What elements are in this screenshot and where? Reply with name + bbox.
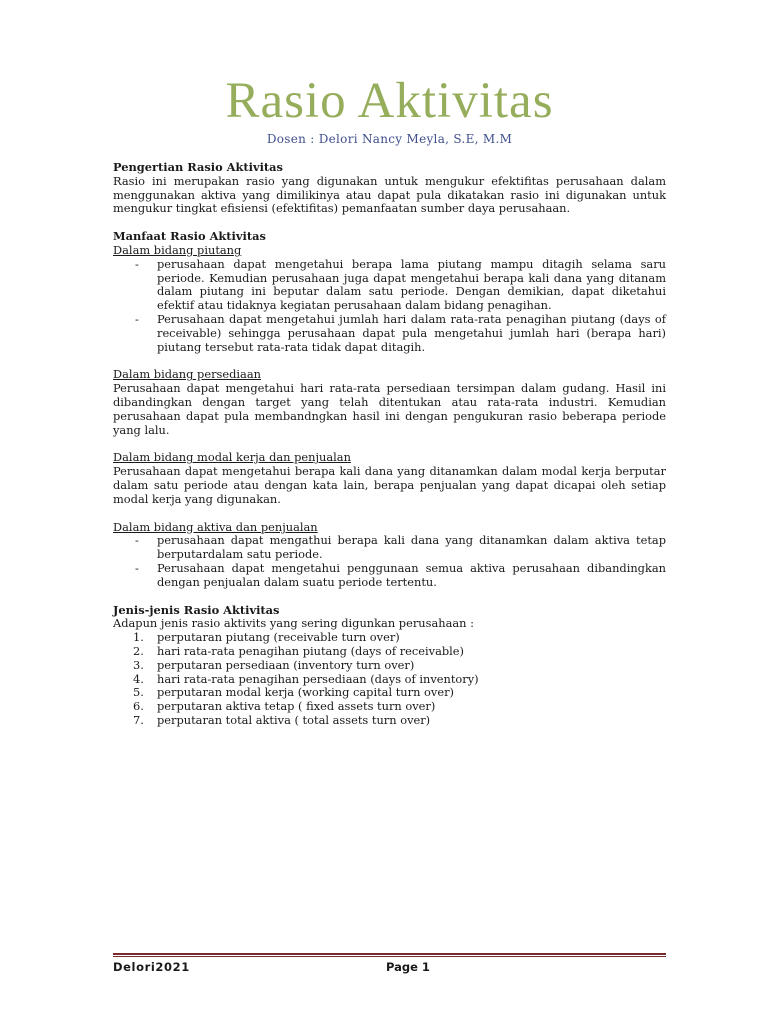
section-heading-pengertian: Pengertian Rasio Aktivitas [113, 160, 283, 174]
section-heading-manfaat: Manfaat Rasio Aktivitas [113, 229, 266, 244]
bullet-dash: - [135, 533, 139, 548]
document-body [113, 161, 666, 728]
bullet-dash: - [135, 256, 139, 271]
bullet-dash: - [135, 560, 139, 575]
list-item: 1. perputaran piutang (receivable turn over) [133, 630, 400, 645]
paragraph-modal-kerja: Perusahaan dapat mengetahui berapa kali dana yang ditanamkan dalam modal kerja berputar dalam satu periode atau dengan kata lain, berapa penjualan yang dapat dicapai oleh setiap modal kerja yang digunakan. [113, 464, 666, 506]
document-subtitle: Dosen : Delori Nancy Meyla, S.E, M.M [266, 132, 513, 146]
list-item: - perusahaan dapat mengathui berapa kali dana yang ditanamkan dalam aktiva tetap berputardalam satu periode. [135, 533, 666, 562]
document-title: Rasio Aktivitas [225, 73, 554, 129]
bullet-dash: - [135, 311, 139, 326]
list-piutang [113, 258, 666, 355]
subheading-piutang: Dalam bidang piutang [113, 242, 242, 257]
paragraph-pengertian: Rasio ini merupakan rasio yang digunakan untuk mengukur efektifitas perusahaan dalam menggunakan aktiva yang dimilikinya atau dapat pula dikatakan rasio ini digunakan untuk mengukur tingkat efisiensi (efektifitas) pemanfaatan sumber daya perusahaan. [113, 173, 666, 216]
list-item: - Perusahaan dapat mengetahui penggunaan semua aktiva perusahaan dibandingkan dengan penjualan dalam suatu periode tertentu. [135, 560, 666, 589]
list-jenis-rasio [113, 631, 666, 728]
list-item: 5. perputaran modal kerja (working capital turn over) [133, 685, 454, 700]
list-item: 3. perputaran persediaan (inventory turn over) [133, 657, 415, 672]
list-item: 6. perputaran aktiva tetap ( fixed assets turn over) [133, 699, 436, 714]
subheading-modal-kerja: Dalam bidang modal kerja dan penjualan [113, 450, 351, 465]
section-heading-jenis: Jenis-jenis Rasio Aktivitas [113, 602, 280, 617]
list-item: 7. perputaran total aktiva ( total assets turn over) [133, 712, 431, 727]
list-aktiva [113, 534, 666, 589]
subheading-aktiva: Dalam bidang aktiva dan penjualan [113, 519, 318, 534]
subheading-persediaan: Dalam bidang persediaan [113, 367, 261, 382]
paragraph-persediaan: Perusahaan dapat mengetahui hari rata-rata persediaan tersimpan dalam gudang. Hasil ini dibandingkan dengan target yang telah ditentukan atau rata-rata industri. Kemudian perusahaan dapat pula membandngkan hasil ini dengan pengukuran rasio beberapa periode yang lalu. [113, 381, 666, 437]
footer-author: Delori2021 [113, 960, 190, 974]
footer-divider [113, 953, 666, 958]
list-item: 4. hari rata-rata penagihan persediaan (days of inventory) [133, 671, 479, 686]
page-number: Page 1 [386, 960, 430, 974]
paragraph-jenis-intro: Adapun jenis rasio aktivits yang sering digunkan perusahaan : [113, 616, 474, 631]
list-item: - Perusahaan dapat mengetahui jumlah hari dalam rata-rata penagihan piutang (days of receivable) sehingga perusahaan dapat pula mengetahui jumlah hari (berapa hari) piutang tersebut rata-rata tidak dapat ditagih. [135, 311, 666, 354]
list-item: 2. hari rata-rata penagihan piutang (days of receivable) [133, 643, 464, 658]
list-item: - perusahaan dapat mengetahui berapa lama piutang mampu ditagih selama saru periode. Kemudian perusahaan juga dapat mengetahui berapa kali dana yang ditanam dalam piutang ini beputar dalam satu periode. Dengan demikian, dapat diketahui efektif atau tidaknya kegiatan perusahaan dalam bidang penagihan. [135, 256, 666, 313]
